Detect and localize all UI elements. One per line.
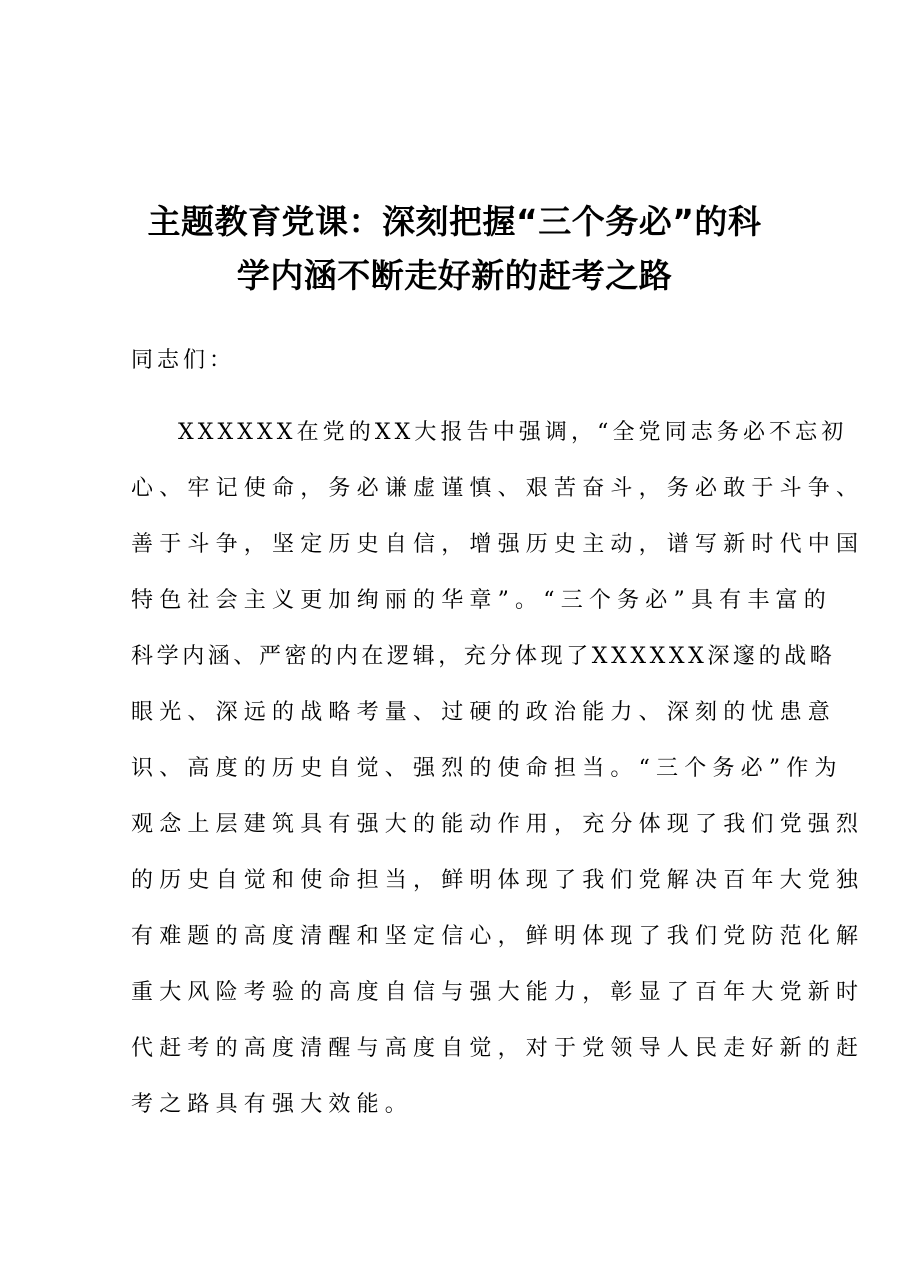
salutation: 同志们： <box>131 348 236 373</box>
paragraph-line: 识、高度的历史自觉、强烈的使命担当。“三个务必”作为 <box>131 756 843 781</box>
document-title-line-2: 学内涵不断走好新的赶考之路 <box>236 256 673 295</box>
paragraph-line: 考之路具有强大效能。 <box>131 1092 414 1117</box>
paragraph-line: 善于斗争，坚定历史自信，增强历史主动，谱写新时代中国 <box>131 532 865 557</box>
paragraph-line: 有难题的高度清醒和坚定信心，鲜明体现了我们党防范化解 <box>131 924 865 949</box>
paragraph-line: XXXXXX在党的XX大报告中强调，“全党同志务必不忘初 <box>178 420 848 445</box>
paragraph-line: 的历史自觉和使命担当，鲜明体现了我们党解决百年大党独 <box>131 868 865 893</box>
paragraph-line: 观念上层建筑具有强大的能动作用，充分体现了我们党强烈 <box>131 812 865 837</box>
paragraph-line: 重大风险考验的高度自信与强大能力，彰显了百年大党新时 <box>131 980 865 1005</box>
paragraph-line: 代赶考的高度清醒与高度自觉，对于党领导人民走好新的赶 <box>131 1036 865 1061</box>
document-title-line-1: 主题教育党课：深刻把握“三个务必”的科 <box>147 202 762 241</box>
paragraph-line: 眼光、深远的战略考量、过硬的政治能力、深刻的忧患意 <box>131 700 837 725</box>
paragraph-line: 科学内涵、严密的内在逻辑，充分体现了XXXXXX深邃的战略 <box>131 644 836 669</box>
paragraph-line: 心、牢记使命，务必谦虚谨慎、艰苦奋斗，务必敢于斗争、 <box>131 476 865 501</box>
paragraph-line: 特色社会主义更加绚丽的华章”。“三个务必”具有丰富的 <box>131 588 832 613</box>
